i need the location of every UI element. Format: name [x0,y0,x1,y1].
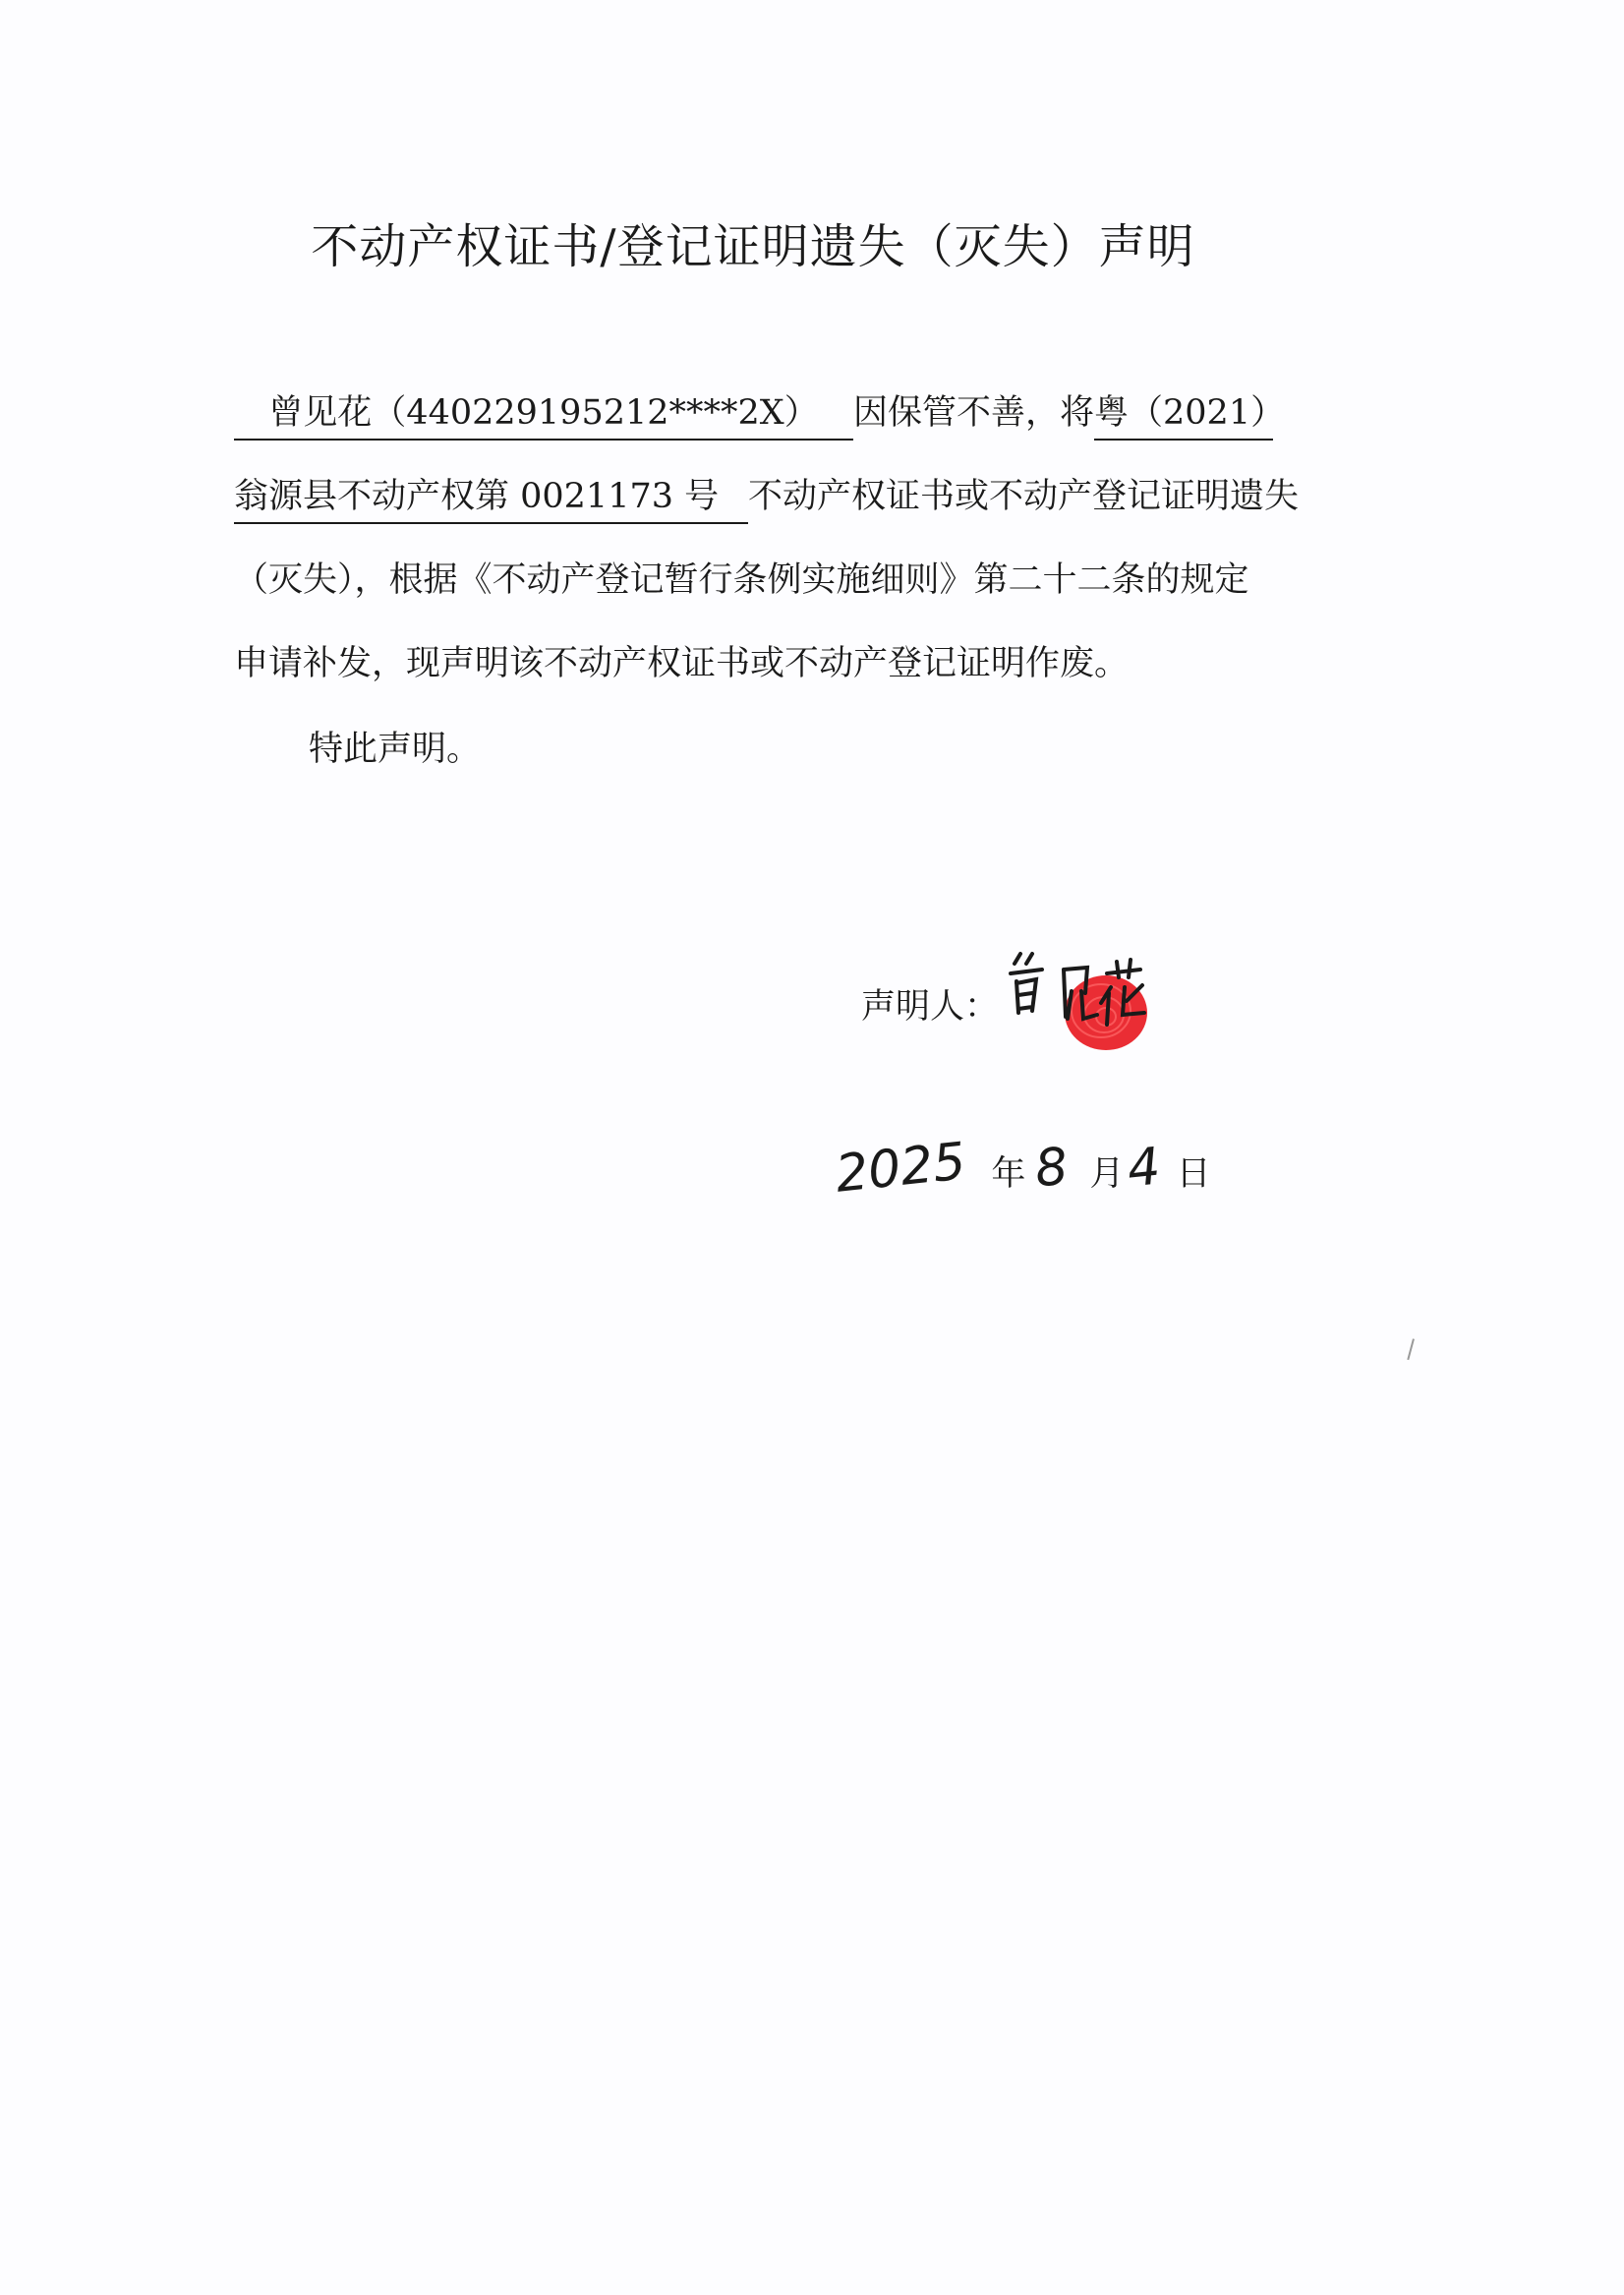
month-unit: 月 [1089,1154,1125,1194]
closing-text: 特此声明。 [309,730,482,769]
date-day: 4 [1125,1137,1164,1200]
day-unit: 日 [1176,1154,1211,1194]
scan-mark [1407,1338,1420,1361]
document-title: 不动产权证书/登记证明遗失（灭失）声明 [311,219,1195,274]
certificate-number-b: 翁源县不动产权第 0021173 号 [234,473,748,524]
body-line-2 [234,473,1299,524]
certificate-number-a: 粤（2021） [1094,389,1273,441]
signature-with-fingerprint [1003,934,1170,1062]
body-line-4: 申请补发，现声明该不动产权证书或不动产登记证明作废。 [234,644,1130,683]
body-line-3: （灭失），根据《不动产登记暂行条例实施细则》第二十二条的规定 [234,560,1249,600]
date-month: 8 [1032,1137,1072,1200]
date-line [833,1132,1211,1205]
declarant-label: 声明人： [861,987,1000,1027]
owner-field: 曾见花（440229195212****2X） [234,389,853,441]
year-unit: 年 [991,1154,1026,1194]
body-line-1 [234,389,1286,441]
body-text-2: 不动产权证书或不动产登记证明遗失 [748,477,1300,516]
date-year: 2025 [833,1132,969,1205]
body-text-1: 因保管不善，将 [853,393,1095,433]
